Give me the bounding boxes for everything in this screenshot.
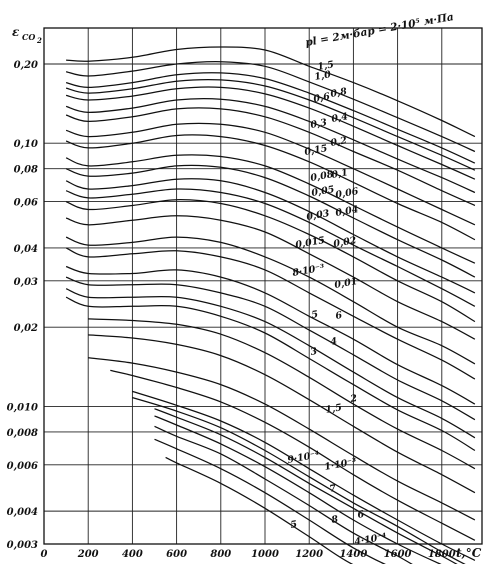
x-tick-label: 200 [77,549,99,560]
y-tick-label: 0,006 [6,460,38,472]
series-line-8 [66,135,475,240]
series-line-1 [66,62,475,152]
curve-label-29: 5 [289,518,299,531]
curve-label-25: 9·10⁻⁴ [286,449,321,466]
series-line-22 [88,335,475,493]
curve-label-17: 0,01 [333,276,359,291]
y-axis-title-sub: CO [22,32,36,42]
curve-label-5: 0,4 [330,111,349,125]
y-tick-label: 0,004 [6,507,38,519]
curve-label-9: 0,1 [330,167,349,181]
y-tick-label: 0,02 [13,323,38,335]
axes [7,25,482,560]
y-tick-label: 0,04 [13,243,38,255]
x-tick-label: 1800 [427,549,456,560]
x-tick-label: 800 [210,549,232,560]
curve-label-21: 4 [329,335,339,348]
x-tick-label: 400 [121,549,143,560]
y-tick-label: 0,08 [13,164,38,176]
y-axis-title: ε [12,25,20,39]
y-tick-label: 0,010 [6,402,38,414]
series-line-15 [66,234,475,364]
curve-label-30: 4·10⁻⁴ [353,531,388,548]
x-tick-label: 1000 [251,549,279,560]
series-line-16 [66,248,475,379]
curve-label-18: 8·10⁻³ [291,262,326,279]
curve-label-3: 0,8 [329,86,348,100]
curve-label-13: 0,04 [334,204,360,219]
curves [66,47,475,564]
curve-label-11: 0,06 [334,186,360,201]
curve-label-8: 0,15 [303,143,329,158]
curve-label-1: 1,5 [316,59,335,73]
curve-label-6: 0,3 [309,117,328,131]
x-tick-label: 0 [40,549,48,560]
curve-labels [287,11,455,548]
curve-label-28: 8 [330,513,340,526]
series-line-18 [66,277,475,420]
series-line-28 [155,416,475,564]
curve-label-4: 0,6 [312,91,331,105]
curve-label-10: 0,08 [309,169,335,184]
curve-label-14: 0,03 [305,208,331,223]
series-line-0 [66,47,475,137]
curve-label-15: 0,02 [332,235,358,250]
series-line-19 [66,289,475,438]
curve-label-0: pl = 2м·бар = 2·10⁵ м·Па [304,11,455,49]
series-line-25 [132,391,475,560]
series-line-13 [66,200,475,322]
y-tick-label: 0,10 [13,139,38,151]
x-tick-label: 1600 [383,549,412,560]
curve-label-27: 7 [328,482,338,495]
curve-label-26: 1·10⁻³ [323,456,358,473]
series-line-6 [66,108,475,206]
curve-label-2: 1,0 [313,69,332,83]
series-line-5 [66,99,475,193]
curve-label-12: 0,05 [310,184,336,199]
curve-label-20: 5 [310,308,320,321]
x-tick-label: 1200 [295,549,324,560]
curve-label-16: 0,015 [294,234,326,251]
x-tick-label: 600 [166,549,188,560]
y-tick-label: 0,008 [6,427,38,439]
curve-label-22: 3 [309,345,319,358]
x-axis-title: t,°C [456,546,482,560]
y-axis-title-sub2: 2 [37,36,42,45]
curve-label-19: 6 [334,309,344,322]
curve-label-7: 0,2 [329,135,348,149]
curve-label-24: 1,5 [324,402,343,416]
y-tick-label: 0,20 [13,60,38,71]
x-tick-label: 1400 [339,549,368,560]
curve-label-31: 6 [356,508,366,521]
curve-label-23: 2 [349,392,359,405]
y-tick-label: 0,03 [13,276,38,288]
y-tick-label: 0,003 [6,540,38,551]
y-tick-label: 0,06 [13,197,38,209]
